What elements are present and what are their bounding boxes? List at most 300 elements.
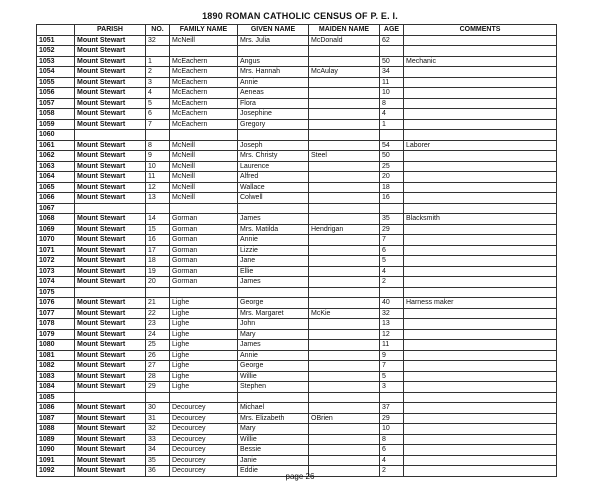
record-id-cell: 1054 [37,67,75,78]
parish-cell [75,287,146,298]
maiden-name-cell [309,214,380,225]
number-cell: 5 [146,98,170,109]
family-name-cell: McEachern [170,56,238,67]
maiden-name-cell [309,140,380,151]
table-row [37,56,557,67]
maiden-name-cell [309,329,380,340]
number-cell: 10 [146,161,170,172]
family-name-cell: Decourcey [170,403,238,414]
table-row [37,455,557,466]
age-cell: 37 [380,403,404,414]
maiden-name-cell [309,403,380,414]
table-row [37,193,557,204]
comments-cell [404,193,557,204]
comments-cell [404,130,557,141]
age-cell: 10 [380,424,404,435]
family-name-cell: McNeill [170,151,238,162]
record-id-cell: 1075 [37,287,75,298]
parish-cell: Mount Stewart [75,277,146,288]
age-cell: 9 [380,350,404,361]
record-id-cell: 1073 [37,266,75,277]
comments-cell [404,403,557,414]
record-id-cell: 1066 [37,193,75,204]
number-cell: 32 [146,424,170,435]
number-cell: 34 [146,445,170,456]
given-name-cell: Jane [238,256,309,267]
table-row [37,256,557,267]
record-id-cell: 1052 [37,46,75,57]
record-id-cell: 1062 [37,151,75,162]
number-cell [146,130,170,141]
given-name-cell: Willie [238,371,309,382]
comments-cell [404,329,557,340]
parish-cell: Mount Stewart [75,424,146,435]
family-name-cell: Lighe [170,371,238,382]
given-name-cell: George [238,361,309,372]
record-id-cell: 1057 [37,98,75,109]
table-row [37,151,557,162]
number-cell: 29 [146,382,170,393]
given-name-cell: Gregory [238,119,309,130]
maiden-name-cell: McAulay [309,67,380,78]
maiden-name-cell [309,88,380,99]
maiden-name-cell: McDonald [309,35,380,46]
table-row [37,140,557,151]
given-name-cell: Mrs. Christy [238,151,309,162]
age-cell: 29 [380,224,404,235]
table-row [37,298,557,309]
comments-cell [404,235,557,246]
comments-cell [404,445,557,456]
parish-cell: Mount Stewart [75,308,146,319]
table-row [37,182,557,193]
maiden-name-cell [309,98,380,109]
record-id-cell: 1061 [37,140,75,151]
family-name-cell: Gorman [170,266,238,277]
maiden-name-cell [309,424,380,435]
number-cell: 23 [146,319,170,330]
given-name-cell [238,287,309,298]
comments-cell [404,350,557,361]
number-cell: 21 [146,298,170,309]
table-row [37,277,557,288]
parish-cell: Mount Stewart [75,98,146,109]
table-row [37,319,557,330]
family-name-cell: Gorman [170,245,238,256]
family-name-cell: McEachern [170,98,238,109]
family-name-cell: McEachern [170,119,238,130]
comments-cell [404,455,557,466]
given-name-cell: Bessie [238,445,309,456]
record-id-cell: 1051 [37,35,75,46]
age-cell [380,287,404,298]
given-name-cell: Mrs. Elizabeth [238,413,309,424]
record-id-cell: 1077 [37,308,75,319]
census-body [37,35,557,476]
maiden-name-cell [309,172,380,183]
parish-cell: Mount Stewart [75,67,146,78]
parish-cell: Mount Stewart [75,77,146,88]
age-cell: 2 [380,277,404,288]
parish-cell: Mount Stewart [75,235,146,246]
age-cell: 6 [380,245,404,256]
age-cell: 20 [380,172,404,183]
table-row [37,224,557,235]
table-row [37,308,557,319]
age-cell [380,203,404,214]
maiden-name-cell [309,161,380,172]
comments-cell [404,361,557,372]
given-name-cell [238,203,309,214]
header-row [37,25,557,36]
parish-cell: Mount Stewart [75,56,146,67]
table-row [37,35,557,46]
parish-cell: Mount Stewart [75,119,146,130]
table-row [37,371,557,382]
page-title: 1890 ROMAN CATHOLIC CENSUS OF P. E. I. [202,11,398,21]
maiden-name-cell [309,203,380,214]
comments-cell [404,98,557,109]
maiden-name-cell [309,119,380,130]
given-name-cell: Willie [238,434,309,445]
number-cell: 4 [146,88,170,99]
maiden-name-cell [309,382,380,393]
parish-cell: Mount Stewart [75,329,146,340]
age-cell: 50 [380,56,404,67]
family-name-cell: Decourcey [170,466,238,477]
record-id-cell: 1088 [37,424,75,435]
given-name-cell: Lizzie [238,245,309,256]
parish-cell: Mount Stewart [75,35,146,46]
given-name-cell: James [238,214,309,225]
parish-cell: Mount Stewart [75,245,146,256]
maiden-name-cell [309,287,380,298]
comments-cell [404,203,557,214]
given-name-cell: Eddie [238,466,309,477]
family-name-cell [170,46,238,57]
family-name-cell: Lighe [170,382,238,393]
age-cell: 54 [380,140,404,151]
parish-cell: Mount Stewart [75,382,146,393]
family-name-cell: McNeill [170,161,238,172]
given-name-cell: Mrs. Margaret [238,308,309,319]
column-header-no: NO. [146,25,170,36]
maiden-name-cell [309,193,380,204]
parish-cell: Mount Stewart [75,361,146,372]
maiden-name-cell [309,245,380,256]
number-cell: 33 [146,434,170,445]
maiden-name-cell [309,350,380,361]
maiden-name-cell [309,256,380,267]
age-cell: 5 [380,256,404,267]
age-cell: 7 [380,235,404,246]
given-name-cell: Laurence [238,161,309,172]
maiden-name-cell [309,392,380,403]
table-row [37,245,557,256]
comments-cell [404,392,557,403]
family-name-cell: Gorman [170,235,238,246]
given-name-cell: Mary [238,424,309,435]
maiden-name-cell [309,46,380,57]
maiden-name-cell [309,56,380,67]
age-cell: 16 [380,193,404,204]
table-row [37,434,557,445]
census-table [36,24,557,477]
record-id-cell: 1060 [37,130,75,141]
comments-cell [404,67,557,78]
number-cell: 6 [146,109,170,120]
age-cell: 5 [380,371,404,382]
age-cell: 35 [380,214,404,225]
column-header-parish: PARISH [75,25,146,36]
record-id-cell: 1055 [37,77,75,88]
number-cell: 30 [146,403,170,414]
age-cell: 10 [380,88,404,99]
column-header-id [37,25,75,36]
table-row [37,130,557,141]
table-row [37,340,557,351]
maiden-name-cell [309,266,380,277]
table-row [37,392,557,403]
given-name-cell: Annie [238,350,309,361]
given-name-cell: Colwell [238,193,309,204]
table-row [37,266,557,277]
record-id-cell: 1090 [37,445,75,456]
comments-cell [404,382,557,393]
number-cell: 8 [146,140,170,151]
age-cell: 2 [380,466,404,477]
family-name-cell: McNeill [170,172,238,183]
given-name-cell: Mrs. Hannah [238,67,309,78]
comments-cell [404,172,557,183]
family-name-cell: Decourcey [170,434,238,445]
given-name-cell: Flora [238,98,309,109]
comments-cell [404,119,557,130]
number-cell: 9 [146,151,170,162]
record-id-cell: 1071 [37,245,75,256]
record-id-cell: 1089 [37,434,75,445]
maiden-name-cell [309,277,380,288]
age-cell: 29 [380,413,404,424]
table-row [37,77,557,88]
parish-cell: Mount Stewart [75,455,146,466]
family-name-cell: McNeill [170,140,238,151]
record-id-cell: 1074 [37,277,75,288]
parish-cell: Mount Stewart [75,193,146,204]
given-name-cell [238,392,309,403]
given-name-cell: James [238,277,309,288]
given-name-cell: Annie [238,235,309,246]
given-name-cell: Alfred [238,172,309,183]
number-cell: 27 [146,361,170,372]
parish-cell: Mount Stewart [75,403,146,414]
table-row [37,361,557,372]
page-number: page 26 [285,472,315,481]
table-row [37,350,557,361]
maiden-name-cell: Hendrigan [309,224,380,235]
comments-cell [404,35,557,46]
record-id-cell: 1063 [37,161,75,172]
number-cell: 20 [146,277,170,288]
age-cell: 4 [380,266,404,277]
parish-cell: Mount Stewart [75,256,146,267]
given-name-cell [238,46,309,57]
age-cell: 40 [380,298,404,309]
parish-cell: Mount Stewart [75,151,146,162]
family-name-cell [170,392,238,403]
age-cell: 25 [380,161,404,172]
parish-cell: Mount Stewart [75,413,146,424]
family-name-cell: Decourcey [170,445,238,456]
parish-cell: Mount Stewart [75,140,146,151]
family-name-cell: Lighe [170,361,238,372]
record-id-cell: 1064 [37,172,75,183]
parish-cell: Mount Stewart [75,214,146,225]
table-row [37,119,557,130]
given-name-cell: John [238,319,309,330]
table-row [37,172,557,183]
given-name-cell: Annie [238,77,309,88]
age-cell: 7 [380,361,404,372]
maiden-name-cell [309,109,380,120]
given-name-cell [238,130,309,141]
age-cell: 32 [380,308,404,319]
family-name-cell: Lighe [170,350,238,361]
record-id-cell: 1056 [37,88,75,99]
comments-cell [404,371,557,382]
age-cell: 11 [380,77,404,88]
comments-cell [404,434,557,445]
age-cell: 12 [380,329,404,340]
parish-cell: Mount Stewart [75,224,146,235]
age-cell: 13 [380,319,404,330]
age-cell [380,130,404,141]
record-id-cell: 1091 [37,455,75,466]
column-header-age: AGE [380,25,404,36]
parish-cell: Mount Stewart [75,371,146,382]
age-cell: 18 [380,182,404,193]
maiden-name-cell: McKie [309,308,380,319]
table-row [37,445,557,456]
table-row [37,88,557,99]
comments-cell [404,161,557,172]
family-name-cell: McNeill [170,182,238,193]
parish-cell: Mount Stewart [75,319,146,330]
number-cell [146,392,170,403]
age-cell [380,46,404,57]
parish-cell: Mount Stewart [75,88,146,99]
comments-cell: Blacksmith [404,214,557,225]
number-cell [146,287,170,298]
maiden-name-cell [309,455,380,466]
number-cell: 24 [146,329,170,340]
number-cell: 32 [146,35,170,46]
comments-cell: Laborer [404,140,557,151]
maiden-name-cell: Steel [309,151,380,162]
record-id-cell: 1065 [37,182,75,193]
record-id-cell: 1076 [37,298,75,309]
record-id-cell: 1084 [37,382,75,393]
comments-cell [404,340,557,351]
table-row [37,287,557,298]
given-name-cell: Angus [238,56,309,67]
given-name-cell: Stephen [238,382,309,393]
age-cell: 3 [380,382,404,393]
parish-cell [75,130,146,141]
given-name-cell: Aeneas [238,88,309,99]
number-cell: 25 [146,340,170,351]
comments-cell [404,256,557,267]
table-row [37,67,557,78]
number-cell: 14 [146,214,170,225]
family-name-cell: Lighe [170,329,238,340]
family-name-cell: McNeill [170,193,238,204]
number-cell: 1 [146,56,170,67]
parish-cell: Mount Stewart [75,109,146,120]
parish-cell: Mount Stewart [75,298,146,309]
family-name-cell: Gorman [170,256,238,267]
record-id-cell: 1087 [37,413,75,424]
comments-cell [404,413,557,424]
maiden-name-cell [309,298,380,309]
comments-cell [404,46,557,57]
number-cell: 31 [146,413,170,424]
family-name-cell: McEachern [170,109,238,120]
record-id-cell: 1078 [37,319,75,330]
number-cell: 36 [146,466,170,477]
age-cell [380,392,404,403]
record-id-cell: 1083 [37,371,75,382]
age-cell: 4 [380,455,404,466]
record-id-cell: 1086 [37,403,75,414]
given-name-cell: Wallace [238,182,309,193]
family-name-cell [170,203,238,214]
record-id-cell: 1082 [37,361,75,372]
parish-cell: Mount Stewart [75,350,146,361]
maiden-name-cell [309,182,380,193]
table-row [37,329,557,340]
age-cell: 11 [380,340,404,351]
family-name-cell [170,287,238,298]
given-name-cell: Ellie [238,266,309,277]
maiden-name-cell [309,77,380,88]
record-id-cell: 1070 [37,235,75,246]
record-id-cell: 1068 [37,214,75,225]
number-cell [146,203,170,214]
record-id-cell: 1072 [37,256,75,267]
age-cell: 1 [380,119,404,130]
comments-cell [404,151,557,162]
parish-cell: Mount Stewart [75,466,146,477]
number-cell: 19 [146,266,170,277]
table-row [37,413,557,424]
record-id-cell: 1067 [37,203,75,214]
family-name-cell: Lighe [170,319,238,330]
table-row [37,203,557,214]
table-row [37,403,557,414]
table-row [37,109,557,120]
age-cell: 34 [380,67,404,78]
number-cell: 18 [146,256,170,267]
given-name-cell: Mary [238,329,309,340]
family-name-cell: Decourcey [170,413,238,424]
number-cell: 2 [146,67,170,78]
age-cell: 6 [380,445,404,456]
family-name-cell: Decourcey [170,455,238,466]
record-id-cell: 1080 [37,340,75,351]
record-id-cell: 1081 [37,350,75,361]
number-cell: 28 [146,371,170,382]
